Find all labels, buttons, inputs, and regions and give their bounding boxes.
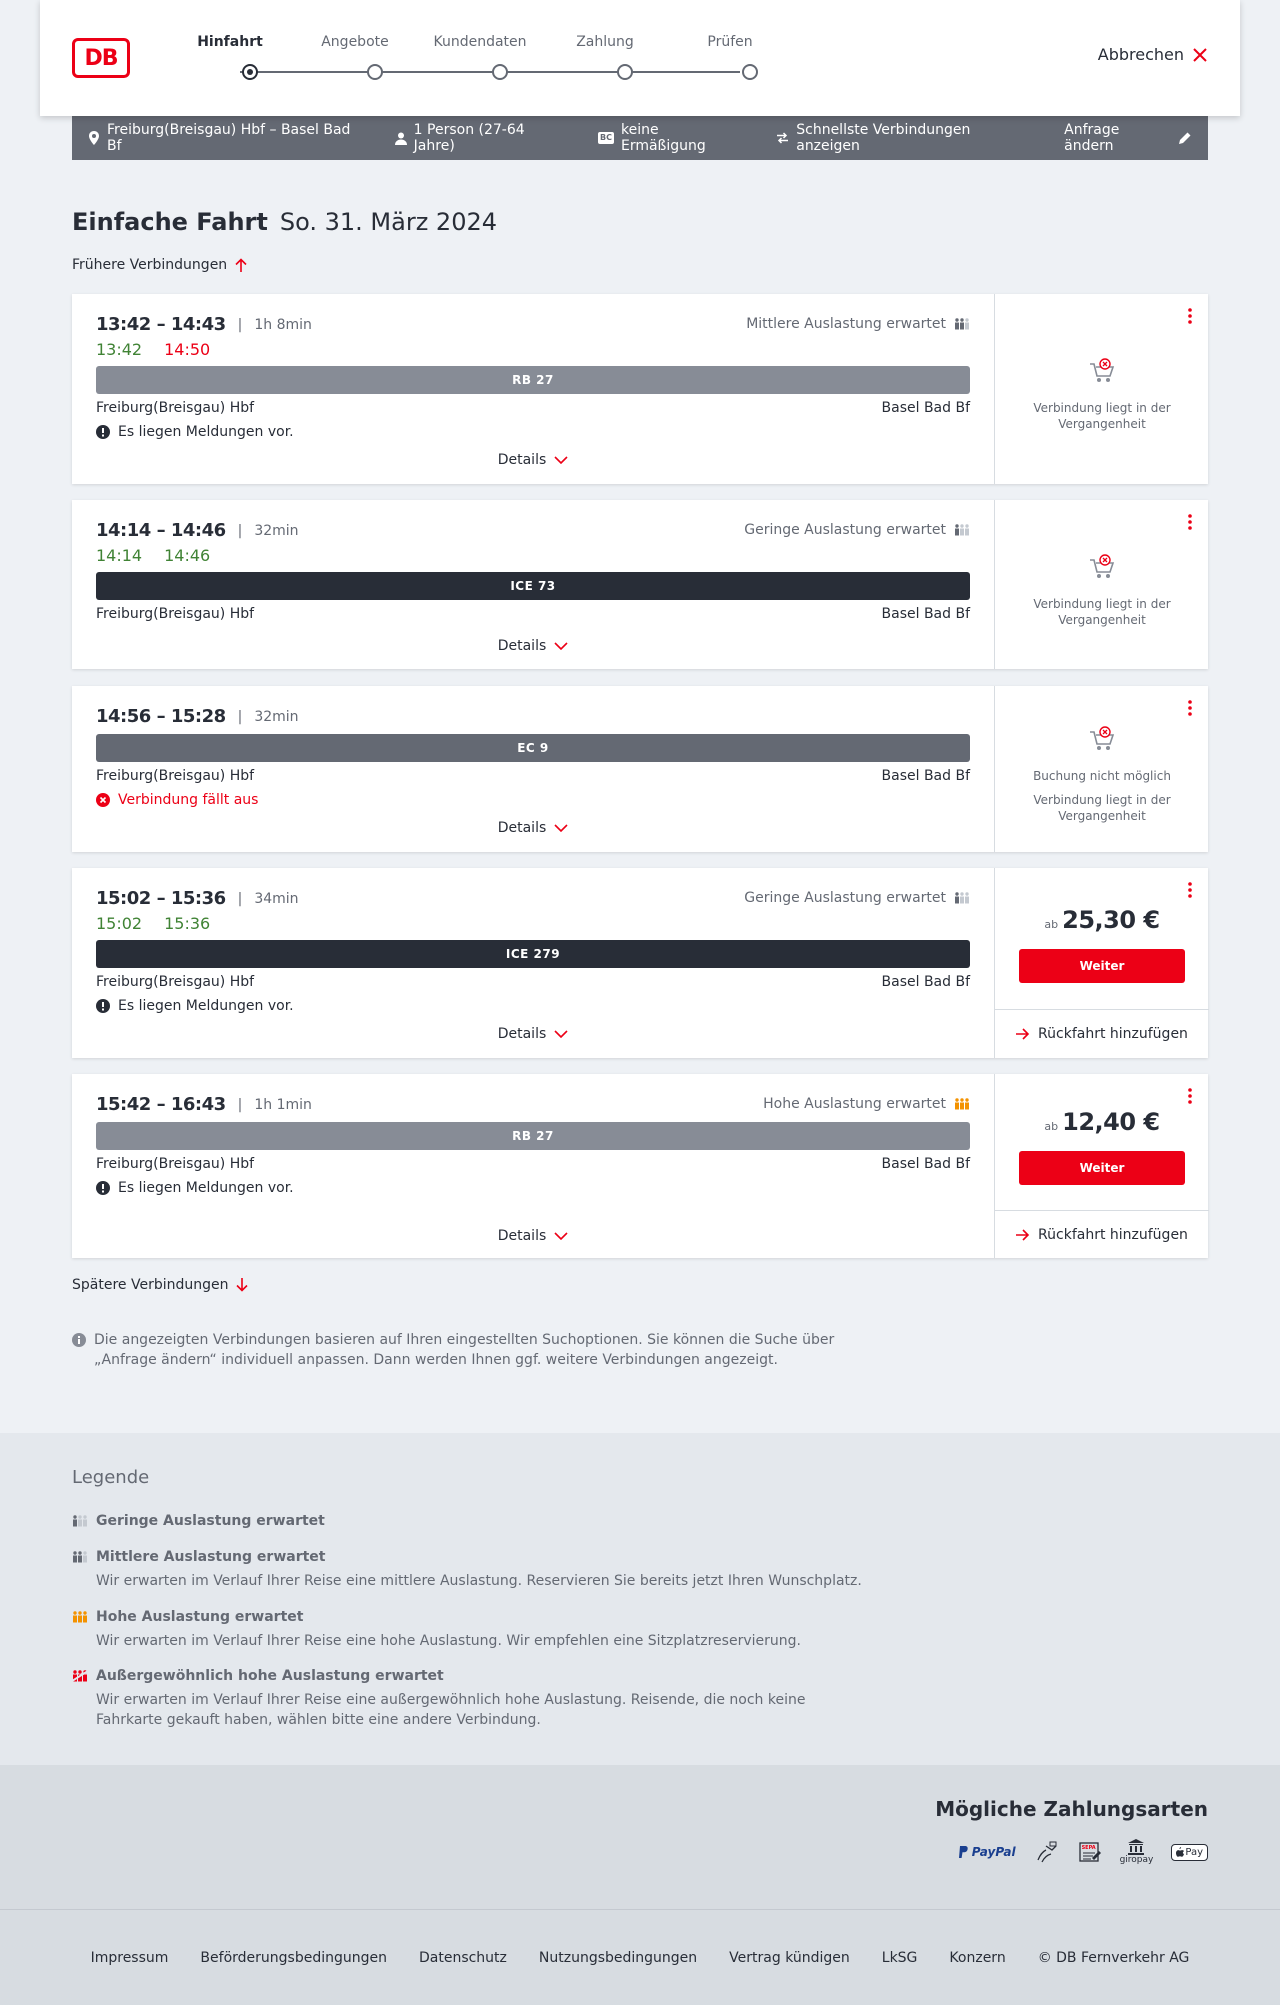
apple-pay-icon	[1171, 1844, 1208, 1861]
continue-button[interactable]: Weiter	[1019, 1151, 1185, 1185]
connection-times	[96, 314, 312, 335]
step-dot	[617, 64, 633, 80]
footer-link-lksg[interactable]: LkSG	[881, 1950, 918, 1966]
payment-methods-section	[0, 1765, 1280, 1909]
connection-card	[72, 686, 1208, 852]
connection-card	[72, 500, 1208, 669]
price-prefix: ab	[1044, 918, 1059, 931]
separator: |	[237, 708, 243, 725]
low-load-icon	[954, 524, 970, 536]
cancelled-text: Verbindung fällt aus	[118, 792, 259, 808]
paypal-text: PayPal	[971, 1845, 1016, 1859]
destination-station: Basel Bad Bf	[881, 1156, 970, 1172]
connection-times	[96, 520, 299, 541]
booking-panel	[994, 500, 1208, 669]
earlier-connections-label: Frühere Verbindungen	[72, 257, 228, 273]
notice-message	[96, 424, 294, 440]
exclamation-icon	[96, 425, 110, 439]
step-dot	[742, 64, 758, 80]
arrow-right-icon	[1016, 1028, 1030, 1040]
arrow-down-icon	[236, 1278, 248, 1292]
origin-station: Freiburg(Breisgau) Hbf	[96, 606, 255, 622]
chevron-down-icon	[554, 1232, 568, 1240]
origin-station: Freiburg(Breisgau) Hbf	[96, 400, 255, 416]
details-label: Details	[497, 820, 547, 836]
exceptional-load-icon	[72, 1670, 88, 1682]
realtime-arrival-delayed: 14:50	[164, 340, 211, 359]
add-return-trip-button[interactable]	[995, 1210, 1209, 1258]
booking-panel	[994, 868, 1208, 1058]
legend-section	[0, 1433, 1280, 1765]
footer-link-impressum[interactable]: Impressum	[90, 1950, 169, 1966]
progress-steps	[170, 34, 753, 84]
departure-arrival-time: 15:42 – 16:43	[96, 1094, 226, 1115]
later-connections-link[interactable]	[72, 1277, 248, 1293]
connection-details	[72, 868, 994, 1058]
separator: |	[237, 890, 243, 907]
db-logo[interactable]: DB	[72, 38, 130, 78]
separator: |	[237, 522, 243, 539]
details-toggle[interactable]	[72, 1026, 994, 1042]
connection-times	[96, 1094, 312, 1115]
cancelled-message	[96, 792, 258, 808]
direct-debit-icon	[1034, 1840, 1060, 1864]
booking-panel	[994, 1074, 1208, 1258]
price-display	[995, 1108, 1209, 1136]
legend-title: Legende	[72, 1467, 150, 1488]
trip-date: So. 31. März 2024	[279, 208, 498, 236]
legend-item-title: Außergewöhnlich hohe Auslastung erwartet	[96, 1668, 444, 1684]
step-hinfahrt: Hinfahrt	[197, 34, 263, 50]
more-options-icon[interactable]	[1188, 1088, 1192, 1104]
train-bar[interactable]: ICE 73	[96, 572, 970, 600]
past-connection-text: Verbindung liegt in der Vergangenheit	[1033, 597, 1171, 627]
more-options-icon[interactable]	[1188, 308, 1192, 324]
add-return-trip-button[interactable]	[995, 1009, 1209, 1057]
legend-item-desc: Wir erwarten im Verlauf Ihrer Reise eine mittlere Auslastung. Reservieren Sie bereits jetzt Ihren Wunschplatz.	[96, 1573, 862, 1589]
booking-not-possible-text: Buchung nicht möglich	[1033, 769, 1171, 783]
stations	[96, 606, 970, 622]
departure-arrival-time: 13:42 – 14:43	[96, 314, 226, 335]
connection-card	[72, 1074, 1208, 1258]
legend-item-title: Hohe Auslastung erwartet	[96, 1609, 304, 1625]
details-label: Details	[497, 1228, 547, 1244]
earlier-connections-link[interactable]	[72, 257, 247, 273]
fastest-text: Schnellste Verbindungen anzeigen	[796, 122, 971, 154]
details-label: Details	[497, 452, 547, 468]
realtime-times	[96, 914, 210, 933]
step-dot-active	[242, 64, 258, 80]
legend-item-title: Mittlere Auslastung erwartet	[96, 1549, 326, 1565]
destination-station: Basel Bad Bf	[881, 400, 970, 416]
realtime-departure: 15:02	[96, 914, 143, 933]
sepa-label: SEPA	[1081, 1845, 1096, 1851]
apple-pay-text: Pay	[1185, 1846, 1203, 1858]
low-load-icon	[72, 1515, 88, 1527]
footer-link-konzern[interactable]: Konzern	[949, 1950, 1006, 1966]
footer-link-befoerderungsbedingungen[interactable]: Beförderungsbedingungen	[200, 1950, 387, 1966]
more-options-icon[interactable]	[1188, 700, 1192, 716]
discount-text: keine Ermäßigung	[620, 122, 706, 154]
medium-load-icon	[72, 1551, 88, 1563]
stations	[96, 768, 970, 784]
notice-message	[96, 998, 294, 1014]
legend-item-exceptional	[72, 1668, 872, 1730]
load-indicator	[744, 890, 970, 906]
realtime-departure: 14:14	[96, 546, 143, 565]
more-options-icon[interactable]	[1188, 514, 1192, 530]
person-icon	[395, 132, 407, 145]
load-text: Geringe Auslastung erwartet	[744, 522, 946, 538]
departure-arrival-time: 14:56 – 15:28	[96, 706, 226, 727]
cancel-label: Abbrechen	[1097, 45, 1184, 64]
realtime-times	[96, 546, 210, 565]
duration: 1h 8min	[254, 316, 312, 333]
footer-copyright: © DB Fernverkehr AG	[1037, 1950, 1190, 1966]
connection-times	[96, 706, 299, 727]
step-dot	[367, 64, 383, 80]
info-note	[72, 1330, 852, 1370]
past-connection-text: Verbindung liegt in der Vergangenheit	[1033, 793, 1171, 823]
steps-line	[240, 71, 740, 73]
train-bar[interactable]: EC 9	[96, 734, 970, 762]
cart-unavailable-icon	[1087, 356, 1117, 386]
add-return-trip-label: Rückfahrt hinzufügen	[1038, 1025, 1188, 1042]
load-text: Hohe Auslastung erwartet	[763, 1096, 946, 1112]
connection-details	[72, 500, 994, 669]
past-connection-text: Verbindung liegt in der Vergangenheit	[1033, 401, 1171, 431]
price-value: 25,30 €	[1062, 906, 1160, 934]
later-connections-label: Spätere Verbindungen	[72, 1277, 229, 1293]
stations	[96, 1156, 970, 1172]
trip-type-title: Einfache Fahrt	[72, 208, 268, 236]
cart-unavailable-icon	[1087, 724, 1117, 754]
price-value: 12,40 €	[1062, 1108, 1160, 1136]
connection-card	[72, 868, 1208, 1058]
chevron-down-icon	[554, 456, 568, 464]
details-toggle[interactable]	[72, 820, 994, 836]
legend-item-low	[72, 1513, 872, 1529]
info-icon	[72, 1333, 86, 1370]
details-label: Details	[497, 1026, 547, 1042]
notice-message	[96, 1180, 294, 1196]
cancel-button[interactable]	[1098, 45, 1208, 64]
legend-item-desc: Wir erwarten im Verlauf Ihrer Reise eine hohe Auslastung. Wir empfehlen eine Sitzplatzreservierung.	[96, 1633, 801, 1649]
origin-station: Freiburg(Breisgau) Hbf	[96, 974, 255, 990]
pencil-icon	[1178, 131, 1192, 145]
connection-times	[96, 888, 299, 909]
info-note-text: Die angezeigten Verbindungen basieren auf Ihren eingestellten Suchoptionen. Sie können die Suche über „Anfrage ändern“ individuell anpassen. Dann werden Ihnen ggf. weitere Verbindungen angezeigt.	[94, 1332, 835, 1368]
step-zahlung: Zahlung	[576, 34, 634, 50]
load-text: Geringe Auslastung erwartet	[744, 890, 946, 906]
stations	[96, 974, 970, 990]
passenger-text: 1 Person (27-64 Jahre)	[413, 122, 525, 154]
details-toggle[interactable]	[72, 1228, 994, 1244]
paypal-icon	[958, 1845, 1016, 1859]
load-indicator	[763, 1096, 970, 1112]
origin-station: Freiburg(Breisgau) Hbf	[96, 1156, 255, 1172]
location-pin-icon	[88, 131, 100, 145]
origin-station: Freiburg(Breisgau) Hbf	[96, 768, 255, 784]
train-bar[interactable]: ICE 279	[96, 940, 970, 968]
connection-details	[72, 294, 994, 484]
exclamation-icon	[96, 1181, 110, 1195]
payment-methods-title: Mögliche Zahlungsarten	[935, 1797, 1208, 1821]
giropay-icon	[1120, 1839, 1154, 1865]
chevron-down-icon	[554, 824, 568, 832]
legend-item-high	[72, 1609, 872, 1651]
low-load-icon	[954, 892, 970, 904]
realtime-arrival: 14:46	[164, 546, 211, 565]
price-display	[995, 906, 1209, 934]
step-angebote: Angebote	[321, 34, 389, 50]
legend-item-title: Geringe Auslastung erwartet	[96, 1513, 325, 1529]
cancelled-x-icon	[96, 793, 110, 807]
duration: 1h 1min	[254, 1096, 312, 1113]
footer	[0, 1909, 1280, 2005]
discount-summary	[598, 122, 744, 154]
edit-request-label: Anfrage ändern	[1064, 122, 1120, 154]
search-summary-bar	[72, 116, 1208, 160]
duration: 32min	[254, 708, 299, 725]
chevron-down-icon	[554, 642, 568, 650]
booking-panel	[994, 294, 1208, 484]
edit-request-button[interactable]	[1064, 122, 1192, 154]
passenger-summary	[395, 122, 566, 154]
notice-text: Es liegen Meldungen vor.	[118, 424, 294, 440]
more-options-icon[interactable]	[1188, 882, 1192, 898]
realtime-departure: 13:42	[96, 340, 143, 359]
fastest-option	[776, 122, 1032, 154]
step-kundendaten: Kundendaten	[433, 34, 527, 50]
step-pruefen: Prüfen	[707, 34, 753, 50]
details-label: Details	[497, 638, 547, 654]
connection-details	[72, 686, 994, 852]
destination-station: Basel Bad Bf	[881, 768, 970, 784]
connection-card	[72, 294, 1208, 484]
price-prefix: ab	[1044, 1120, 1059, 1133]
page-title	[72, 208, 497, 236]
duration: 34min	[254, 890, 299, 907]
destination-station: Basel Bad Bf	[881, 974, 970, 990]
step-dot	[492, 64, 508, 80]
destination-station: Basel Bad Bf	[881, 606, 970, 622]
sepa-invoice-icon	[1078, 1840, 1102, 1864]
separator: |	[237, 316, 243, 333]
bahncard-icon: BC	[600, 133, 612, 142]
high-load-icon	[954, 1098, 970, 1110]
route-text: Freiburg(Breisgau) Hbf – Basel Bad Bf	[107, 122, 351, 154]
arrow-right-icon	[1016, 1229, 1030, 1241]
departure-arrival-time: 14:14 – 14:46	[96, 520, 226, 541]
train-bar[interactable]: RB 27	[96, 366, 970, 394]
payment-icons	[958, 1839, 1208, 1865]
departure-arrival-time: 15:02 – 15:36	[96, 888, 226, 909]
continue-button[interactable]: Weiter	[1019, 949, 1185, 983]
footer-link-vertrag-kuendigen[interactable]: Vertrag kündigen	[729, 1950, 850, 1966]
chevron-down-icon	[554, 1030, 568, 1038]
load-text: Mittlere Auslastung erwartet	[746, 316, 946, 332]
header	[40, 0, 1240, 116]
legend-item-desc: Wir erwarten im Verlauf Ihrer Reise eine außergewöhnlich hohe Auslastung. Reisende, die noch keine Fahrkarte gekauft haben, wählen bitte eine andere Verbindung.	[96, 1692, 806, 1728]
exclamation-icon	[96, 999, 110, 1013]
train-bar[interactable]: RB 27	[96, 1122, 970, 1150]
booking-panel	[994, 686, 1208, 852]
separator: |	[237, 1096, 243, 1113]
notice-text: Es liegen Meldungen vor.	[118, 998, 294, 1014]
footer-links	[0, 1910, 1280, 2005]
details-toggle[interactable]	[72, 452, 994, 468]
connection-details	[72, 1074, 994, 1258]
details-toggle[interactable]	[72, 638, 994, 654]
footer-link-datenschutz[interactable]: Datenschutz	[418, 1950, 507, 1966]
duration: 32min	[254, 522, 299, 539]
legend-item-medium	[72, 1549, 872, 1591]
giropay-text: giropay	[1119, 1855, 1154, 1865]
load-indicator	[746, 316, 970, 332]
load-indicator	[744, 522, 970, 538]
footer-link-nutzungsbedingungen[interactable]: Nutzungsbedingungen	[538, 1950, 698, 1966]
cart-unavailable-icon	[1087, 552, 1117, 582]
close-icon	[1192, 47, 1208, 63]
notice-text: Es liegen Meldungen vor.	[118, 1180, 294, 1196]
swap-arrows-icon	[776, 132, 789, 144]
realtime-arrival: 15:36	[164, 914, 211, 933]
realtime-times	[96, 340, 210, 359]
medium-load-icon	[954, 318, 970, 330]
route-summary	[88, 122, 363, 154]
high-load-icon	[72, 1611, 88, 1623]
arrow-up-icon	[235, 258, 247, 272]
stations	[96, 400, 970, 416]
add-return-trip-label: Rückfahrt hinzufügen	[1038, 1226, 1188, 1243]
